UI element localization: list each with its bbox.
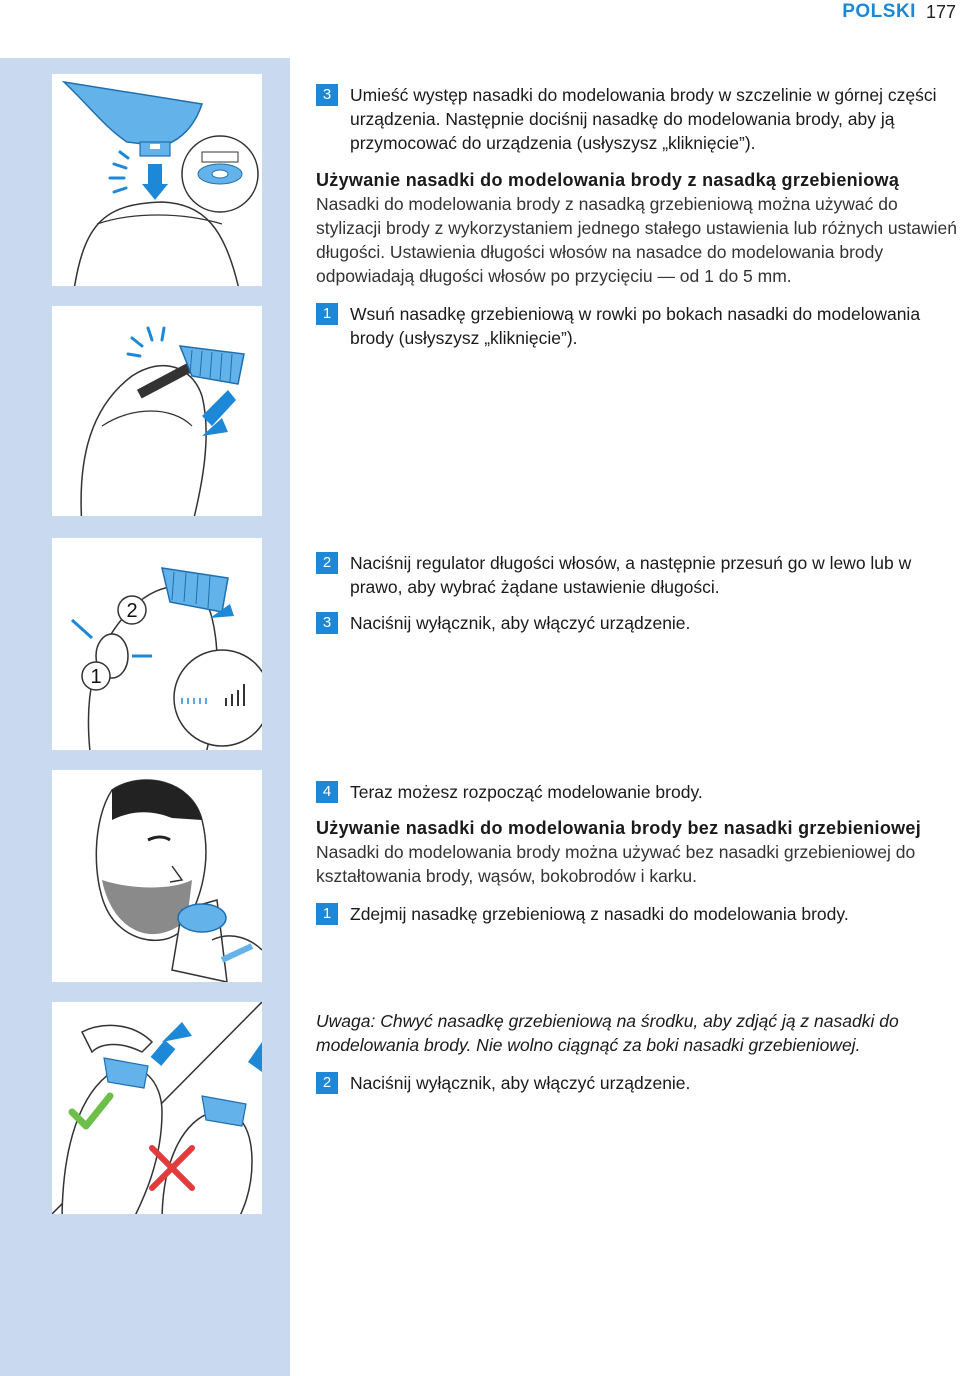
step-text: Naciśnij regulator długości włosów, a następnie przesuń go w lewo lub w prawo, aby wybrać żądane ustawienie długości. [350,553,912,597]
step-text: Zdejmij nasadkę grzebieniową z nasadki do modelowania brody. [350,904,849,924]
step-number: 1 [316,903,338,925]
step-1-slide-comb [316,302,958,350]
step-number: 4 [316,781,338,803]
section-paragraph: Nasadki do modelowania brody z nasadką grzebieniową można używać do stylizacji brody z wykorzystaniem jednego stałego ustawienia lub różnych ustawień długości. Ustawienia długości włosów na nasadce do modelowania brody odpowiadają długości włosów po przycięciu — od 1 do 5 mm. [316,194,958,286]
section-heading: Używanie nasadki do modelowania brody z nasadką grzebieniową [316,170,900,190]
section-without-comb [316,780,958,926]
step-3-switch-on [316,611,958,635]
illustration-attach-styler [52,74,262,286]
step-2-adjust [316,551,958,599]
step-number: 1 [316,303,338,325]
figure-label-2: 2 [126,600,138,622]
figure-label-1: 1 [90,666,102,688]
illustration-slide-comb [52,306,262,516]
language-label: POLSKI [842,1,916,22]
page-number: 177 [925,1,956,22]
step-3-attach [316,83,958,155]
step-number: 2 [316,1072,338,1094]
step-number: 3 [316,84,338,106]
illustration-adjust-length [52,538,262,750]
section-adjust [316,551,958,635]
step-text: Naciśnij wyłącznik, aby włączyć urządzenie. [350,613,691,633]
step-text: Wsuń nasadkę grzebieniową w rowki po bokach nasadki do modelowania brody (usłyszysz „kliknięcie”). [350,304,921,348]
note-text: Uwaga: Chwyć nasadkę grzebieniową na środku, aby zdjąć ją z nasadki do modelowania brody. Nie wolno ciągnąć za boki nasadki grzebieniowej. [316,1011,899,1055]
illustration-remove-comb [52,1002,262,1214]
section-paragraph: Nasadki do modelowania brody można używać bez nasadki grzebieniowej do kształtowania brody, wąsów, bokobrodów i karku. [316,842,916,886]
illustration-styling-beard [52,770,262,982]
page-header [842,0,960,24]
section-heading: Używanie nasadki do modelowania brody bez nasadki grzebieniowej [316,818,922,838]
step-text: Umieść występ nasadki do modelowania brody w szczelinie w górnej części urządzenia. Następnie dociśnij nasadkę do modelowania brody, aby ją przymocować do urządzenia (usłyszysz „kliknięcie”). [350,85,937,153]
step-1-remove-comb [316,902,958,926]
step-2-switch-on [316,1071,958,1095]
step-text: Naciśnij wyłącznik, aby włączyć urządzenie. [350,1073,691,1093]
step-4-start [316,780,958,804]
step-text: Teraz możesz rozpocząć modelowanie brody. [350,782,703,802]
section-attach [316,83,958,155]
section-note [316,1009,958,1095]
step-number: 3 [316,612,338,634]
step-number: 2 [316,552,338,574]
section-with-comb [316,168,958,350]
